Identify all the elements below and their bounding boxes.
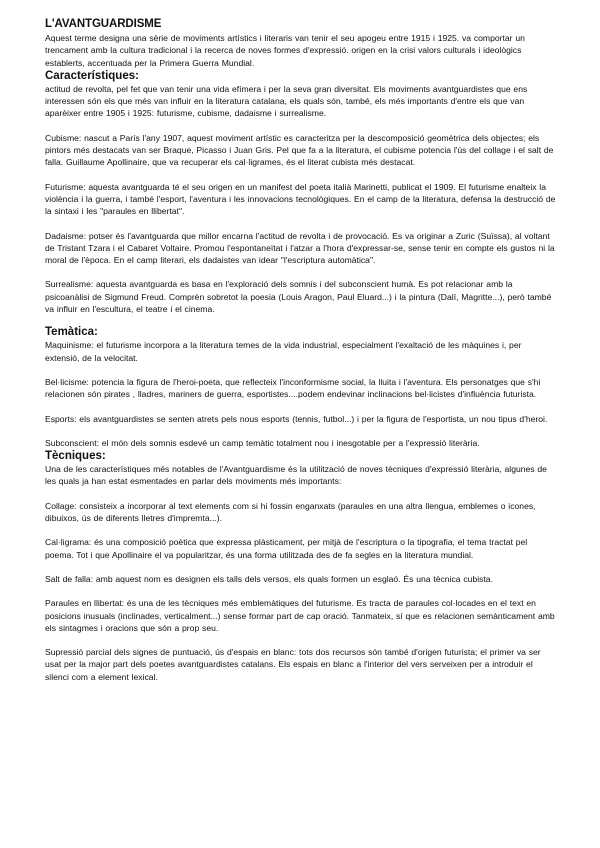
caracteristiques-paragraph: actitud de revolta, pel fet que van tenir una vida efímera i per la seva gran diversitat. Els moviments avantguardistes que ens interessen són els que més van influir en la literatura catalana, els quals són, també, els més importants d'entre els que van aparèixer entre 1905 i 1925: futurisme, cubisme, dadaisme i surrealisme. [45,83,528,119]
tecniques-intro-paragraph: Una de les característiques més notables de l'Avantguardisme és la utilització de noves tècniques d'expressió literària, algunes de les quals ja han estat esmentades en parlar dels moviments més importants: [45,464,547,487]
calligrama-paragraph: Cal·ligrama: és una composició poètica que expressa plàsticament, per mitjà de l'escriptura o la tipografia, el tema tractat pel poema. Tot i que Apollinaire el va popularitzar, és una forma utilitzada des de fa segles en la literatura mundial. [45,537,528,560]
intro-paragraph: Aquest terme designa una sèrie de moviments artístics i literaris van tenir el seu apogeu entre 1915 i 1925. va comportar un trencament amb la cultura tradicional i la recerca de noves formes d'expressió. origen en la crisi valors culturals i ideològics establerts, accentuada per la Primera Guerra Mundial. [45,33,525,68]
section-heading-tecniques: Tècniques: [45,450,106,463]
document-title: L'AVANTGUARDISME [45,18,162,30]
supressio-puntuacio-paragraph: Supressió parcial dels signes de puntuació, ús d'espais en blanc: tots dos recursos són també d'origen futurista; el primer va ser usat per la major part dels poetes avantguardistes catalans. Els espais en blanc a l'interior del vers serveixen per a introduir el silenci com a element lexical. [45,647,541,682]
collage-paragraph: Collage: consisteix a incorporar al text elements com si hi fossin enganxats (paraules en una altra llengua, emblemes o icones, dibuixos, ús de diferents lletres d'impremta...). [45,500,536,524]
section-heading-tematica: Temàtica: [45,326,98,339]
subconscient-paragraph: Subconscient: el món dels somnis esdevé un camp temàtic totalment nou i inesgotable per a l'expressió literària. [45,437,480,448]
dadaisme-paragraph: Dadaisme: potser és l'avantguarda que millor encarna l'actitud de revolta i de provocació. Es va originar a Zuric (Suïssa), al voltant de Tristant Tzara i el Cabaret Voltaire. Promou l'espontaneïtat i l'atzar a l'hora d'expressar-se, sense tenir en compte els gustos ni la moral de l'època. En el camp literari, els dadaistes van idear "l'escriptura automàtica". [45,230,555,266]
salt-de-falla-paragraph: Salt de falla: amb aquest nom es designen els talls dels versos, els quals formen un esglaó. És una tècnica cubista. [45,573,493,584]
paraules-en-llibertat-paragraph: Paraules en llibertat: és una de les tècniques més emblemàtiques del futurisme. Es tracta de paraules col·locades en el text en posicions inusuals (inclinades, verticalment...) sense formar part de cap oració. Tanmateix, sí que es relacionen semànticament amb els sintagmes i oracions que són a prop seu. [45,598,555,633]
surrealisme-paragraph: Surrealisme: aquesta avantguarda es basa en l'exploració dels somnis i del subconscient humà. Es pot relacionar amb la psicoanàlisi de Sigmund Freud. Comprèn sobretot la poesia (Louis Aragon, Paul Eluard...) i la pintura (Dalí, Magritte...), però també va influir en l'escultura, el teatre i el cinema. [45,279,552,315]
futurisme-paragraph: Futurisme: aquesta avantguarda té el seu origen en un manifest del poeta italià Marinetti, publicat el 1909. El futurisme enalteix la violència i la guerra, i també l'esport, l'aventura i les innovacions tecnològiques. En el camp de la literatura, defensa la destrucció de la sintaxi i les "paraules en llibertat". [45,181,556,217]
bellicisme-paragraph: Bel·licisme: potencia la figura de l'heroi-poeta, que reflecteix l'inconformisme social, la lluita i l'aventura. Els personatges que s'hi relacionen són pirates , lladres, mariners de guerra, esportistes....podem endevinar inclinacions bel·licistes d'influència futurista. [45,376,541,400]
section-heading-caracteristiques: Característiques: [45,69,139,82]
esports-paragraph: Esports: els avantguardistes se senten atrets pels nous esports (tennis, futbol...) i per la figura de l'esportista, un nou tipus d'heroi. [45,413,548,424]
cubisme-paragraph: Cubisme: nascut a París l'any 1907, aquest moviment artístic es caracteritza per la descomposició geomètrica dels objectes; els pintors més destacats van ser Braque, Picasso i Juan Gris. Pel que fa a la literatura, el cubisme potencia l'ús del collage i el salt de falla. Guillaume Apollinaire, que va recuperar els cal·ligrames, és el literat cubista més destacat. [45,132,554,168]
maquinisme-paragraph: Maquinisme: el futurisme incorpora a la literatura temes de la vida industrial, especialment l'exaltació de les màquines i, per extensió, de la velocitat. [45,340,522,363]
